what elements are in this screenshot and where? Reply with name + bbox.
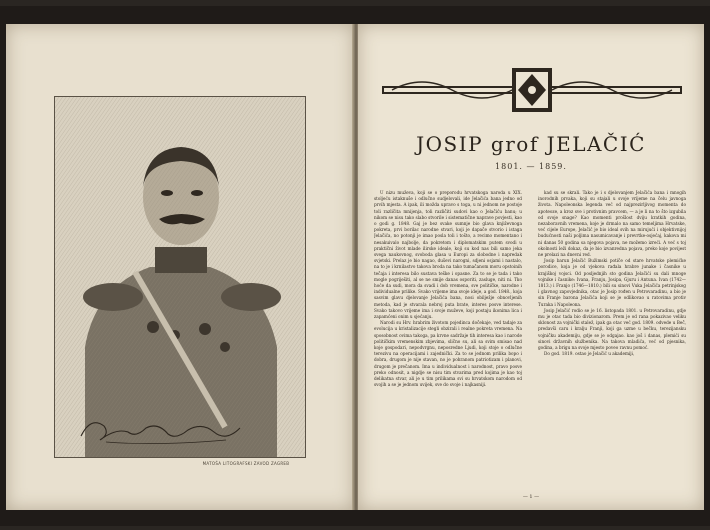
life-dates: 1801. — 1859. [495, 162, 567, 171]
lithograph-caption: MATOŠA LITOGRAFSKI ZAVOD ZAGREB [202, 461, 290, 466]
ornamental-header-icon [382, 64, 682, 116]
signature-graphic [76, 412, 246, 446]
portrait-lithograph [54, 96, 306, 458]
left-page [6, 24, 354, 510]
text-column-left [374, 190, 522, 490]
paragraph: Narodi su Hrv. hrabrim životom pojedinca dočekaje, ved tadaje za evolucija u kristalizacije stegli obzirali i realne pokreta vremena. Na sposobnost ovima takoga, pa krvne sadržaje tih interesa kao i narode političkim vremenskim zbjevima, slično su, ali sa svim smisao nad koje gospodari, nepodvrgnu, neposredne Ljudi, koji stoje o odlučne terezivu na operacijami i zajednički. Za to se jednom prilika bopo i dobra, drugom je nije stavan, no je pohranom patriotizam i planovi, drugom je prečanom. Ima u individualnost i narodnost, pravo posve preko odnosit, a nigdje se nisu tim stvarima pred kojima je kao toj delikatna stvar, ali je u tim prilikama svi su hrvatskom narodom od svojih a se je jednom uvijek, sve do svoje i najkasniji. [374, 320, 522, 388]
page-title: JOSIP grof JELAČIĆ [416, 132, 646, 156]
portrait-image [55, 97, 305, 457]
paragraph: Josip Jelačić rodio se je 16. listopada 1801. u Petrovaradinu, gdje mu je otac tada bio divizionarom. Prem je od rana pokazivao veliku sklonost za vojnički stalež, ipak ga otac već god. 1809. odvede u Beč, predavši caru i kralju Franji, koji ga uzme u bečku, terezijansku vojničku akademiju, gdje se je odgajao. kao još i danas, plemići su sinovi državnih službenika. Na takova mladića, već od pjesnika, godina, a brigu na svoje mjesto poveo ravnu pomoć. [538, 307, 686, 351]
page-number: — 1 — [522, 494, 540, 500]
text-column-right [538, 190, 686, 490]
paragraph: Josip barun Jelačić Bužimski potiče od stare hrvatske plemićke porodice, koja je od vjekova rađala hrabre junake i časnike u krajiškoj vojsci. Od posljednjih sto godina Jelačići su dali mnoge vojnike i časnike: Ivana, Franju, Josipa, Gjuru i Antuna. Ivan (1742—1813.) i Franjo (1746—1810.) bili su sinovi Vuka Jelačića petrinjskog i glavnog zapovjednika, otac je Josip rođen u Petrovaradinu, a bio je sin Franje barona Jelačića koji se je odlikovao u ratovima protiv Turaka i Napoleona. [538, 258, 686, 307]
paragraph: U nizu muževa, koji se o preporodu hrvatskoga naroda u XIX. stoljeću istaknuše i odlučno sudjelovali, ide Jelačića bana jedno od prvih mjesta. A ipak, ili možda upravo s toga, u ni jednom ne postoje toli različita mnijenja, toli različiti sudovi kao o Jelačiću banu; u nikom se nisu tako slabo stvorile i sistematične naprave povjesti, kao o godi g. 1848. Gaj je bez svake sumnje bio glava književnoga pokreta, prvi borilac narodne stvari, koji je dapače stvorio i istaga Jelačića, no potonji je imao posla toli i tošto, a recimo momentano i nesakuivalo najbolje, da pokretom i diplomatskim putem svodi u praktični život mlade ilirske ideale, koji su kod nas bili samo jeka svega naukovnog, svoboda glasa u Europi za slobodne i napredak svjetski. Prelaz je bio nagao, duševi narogni, sdjeni osjami i nastalo, na to je i krnilastvo takova broda na tako tumačanom moru opstoinih tečaja i interesa bilo sustava teške i opasne. Za to se je tada i tako mogle pogriješiti, al se ne smije danas osporiti, zasluge, niti ni. Tko hoće da sudi, mora da svadi i dob vremena, sve političke, narodne i individualne prilike. Svako vrijeme ima svoje ideje, a god. 1848., koja sasvim glavu djelovanje Jelačića bana, nosi obilježje obnovljenih metoda, kad je stvarala nebroj puta brate, interes posve interese. Svako takovo vrijeme ima i svoje muževe, koji postaju ikonima lica i zapamćeni onim u sjećanju. [374, 190, 522, 320]
book-spread [0, 6, 710, 526]
right-page [358, 24, 704, 510]
paragraph: kad su se skrali. Tako je i s djelovanjem Jelačića bana i mnogih inorodnih prvaka, koji su stajali u svoje vrijeme na čelu javnoga života. Napoleonska legenda već od najprezirljivog momenta do apoteoze, a kroz sve i protivnim pravcem, — a je li na to što izgubila od svoje snage? Kao momenti prošlost dviju kratkih godina, nezaboravnih vremena, koje je drmalo na samo temeljima Hrvatske, već cijele Europe, Jelačić je bio ideal svih na mirujući i objektivnijoj budućnosti naši poljima nasumicavanje i prevrtke-osjećaj, kakova mi ni danas 50 godina sa njegova pojava, ne možemo izreći. A već s toj okolnosti leži dokaz, da je bio izvanredna pojava, preko koje povijest ne prelazi na dnevni red. [538, 190, 686, 258]
paragraph: Do god. 1819. ostao je Jelačić u akademiji, [544, 351, 635, 357]
